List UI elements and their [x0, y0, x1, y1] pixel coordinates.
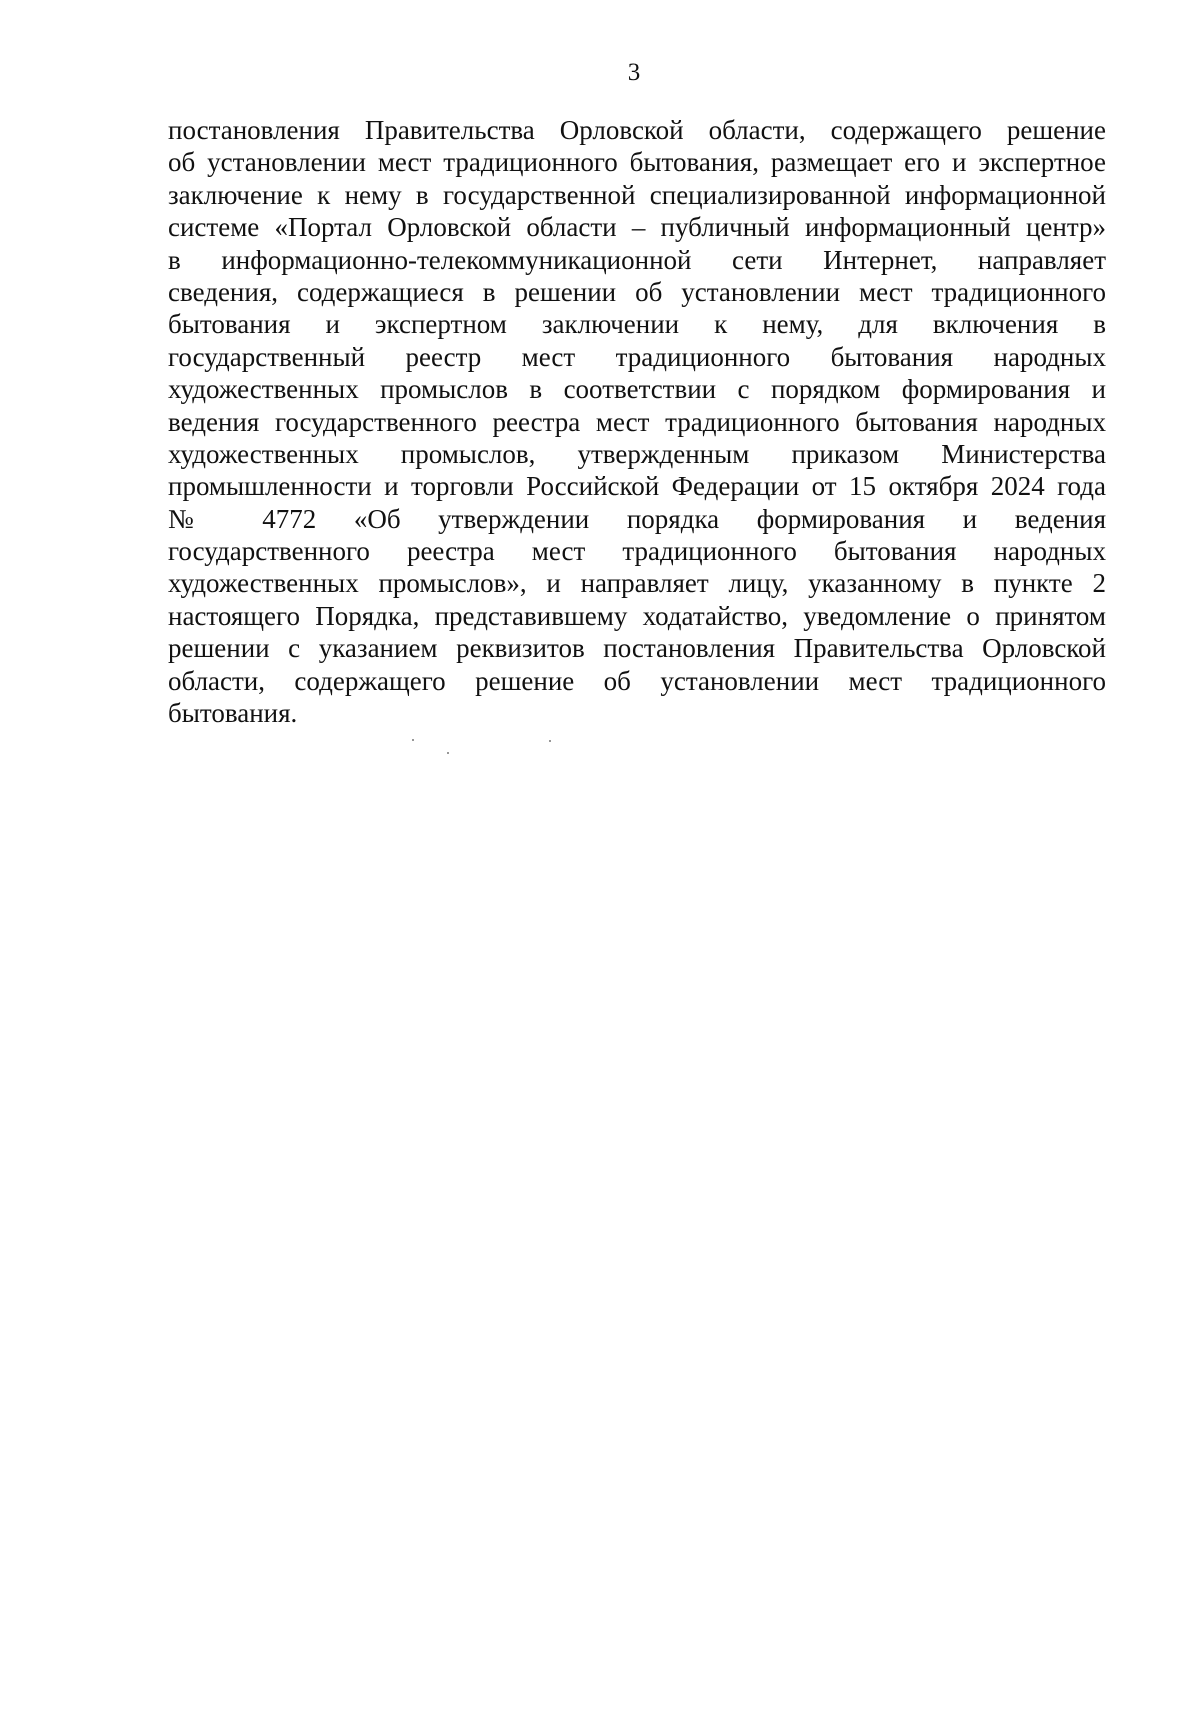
text-line: об установлении мест традиционного бытования, размещает его и экспертное: [168, 147, 1106, 178]
text-line: области, содержащего решение об установлении мест традиционного: [168, 665, 1106, 696]
scan-speck: [412, 739, 414, 741]
text-line: государственный реестр мест традиционного бытования народных: [168, 341, 1106, 372]
text-line: сведения, содержащиеся в решении об установлении мест традиционного: [168, 276, 1106, 307]
text-line: ведения государственного реестра мест традиционного бытования народных: [168, 406, 1106, 437]
text-line: постановления Правительства Орловской области, содержащего решение: [168, 115, 1106, 145]
text-line: художественных промыслов в соответствии с порядком формирования и: [168, 374, 1106, 405]
text-line: художественных промыслов», и направляет лицу, указанному в пункте 2: [168, 568, 1106, 599]
text-line: в информационно-телекоммуникационной сети Интернет, направляет: [168, 244, 1106, 275]
text-line: заключение к нему в государственной специализированной информационной: [168, 179, 1106, 210]
text-line: бытования и экспертном заключении к нему, для включения в: [168, 309, 1106, 340]
body-paragraph: [168, 114, 1106, 729]
text-line: бытования.: [168, 698, 298, 729]
text-line: промышленности и торговли Российской Федерации от 15 октября 2024 года: [168, 471, 1106, 502]
text-line: настоящего Порядка, представившему ходатайство, уведомление о принятом: [168, 600, 1106, 631]
text-line: № 4772 «Об утверждении порядка формирования и ведения: [168, 503, 1106, 534]
text-line: государственного реестра мест традиционного бытования народных: [168, 536, 1106, 567]
text-line: системе «Портал Орловской области – публичный информационный центр»: [168, 212, 1106, 243]
scan-speck: [447, 752, 449, 754]
text-line: решении с указанием реквизитов постановления Правительства Орловской: [168, 633, 1106, 664]
scan-speck: [549, 740, 551, 742]
text-line: художественных промыслов, утвержденным приказом Министерства: [168, 438, 1106, 469]
page-number: 3: [627, 59, 641, 86]
